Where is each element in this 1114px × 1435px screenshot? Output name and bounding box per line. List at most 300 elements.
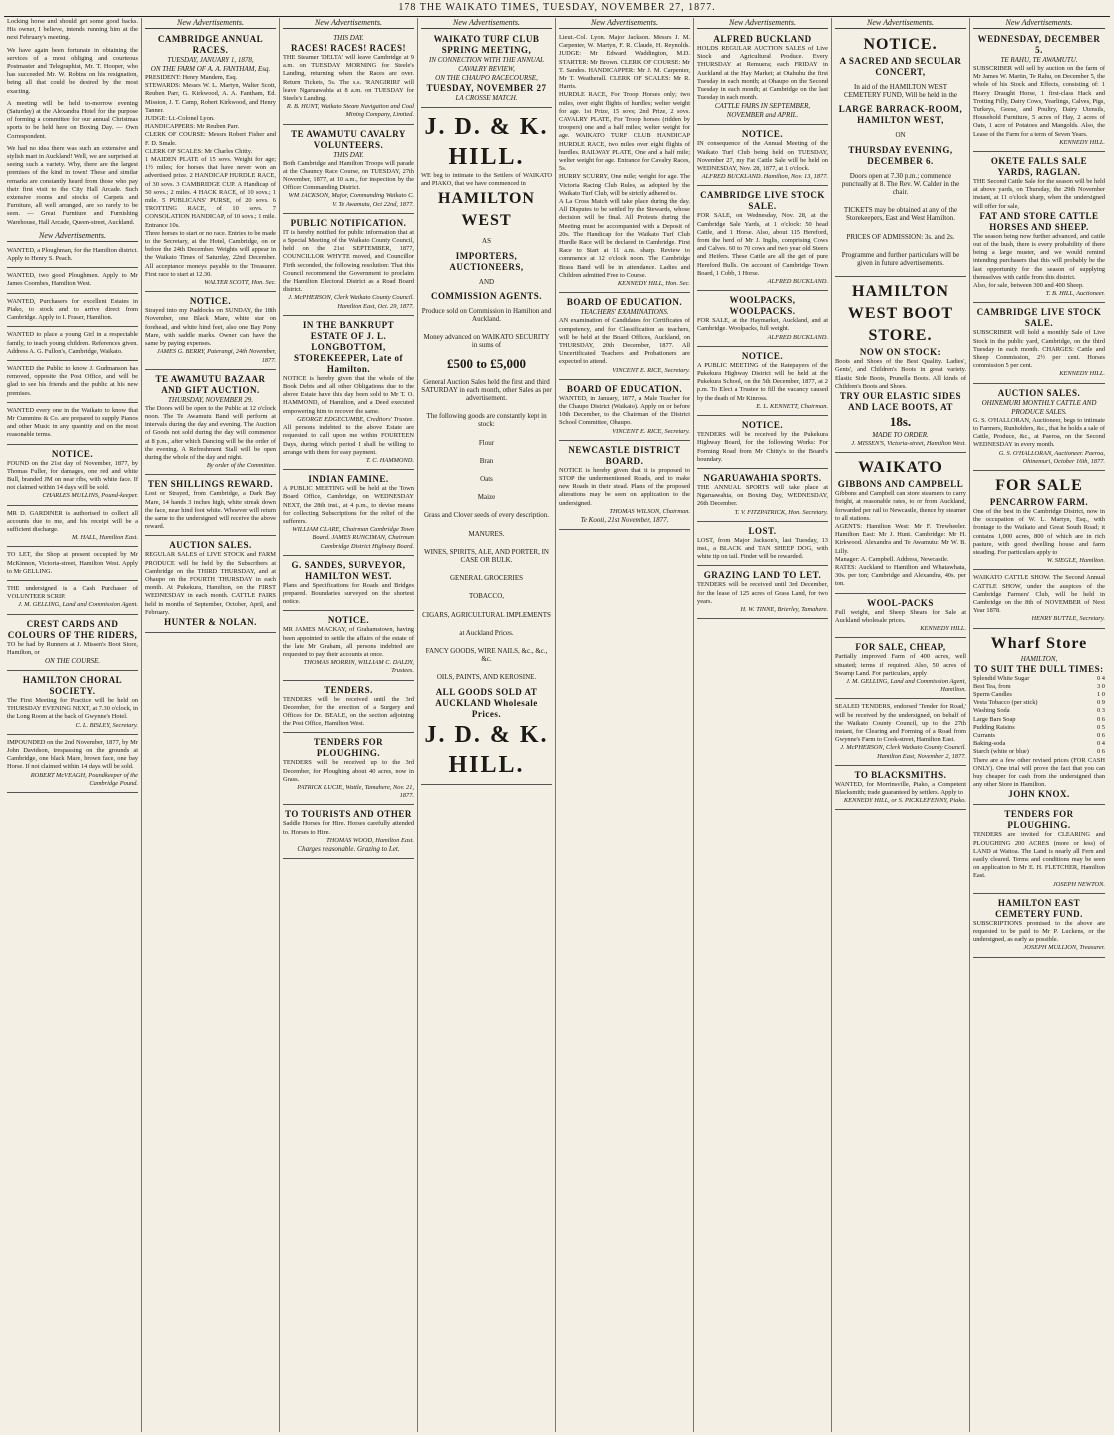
ad-title: BOARD OF EDUCATION. (566, 383, 683, 394)
ad-title: OKETE FALLS SALE YARDS, RAGLAN. (990, 156, 1088, 178)
ad-judge: JUDGE: Lt.-Colonel Lyon. (145, 115, 215, 123)
price-item: Pudding Raisins (973, 723, 1015, 731)
ad-title: FOR SALE (995, 476, 1083, 494)
ad-footer: Charges reasonable. Grazing to Let. (297, 845, 400, 853)
ad-signature: KENNEDY HILL. (920, 625, 966, 633)
price-value: 1 0 (1097, 690, 1105, 698)
price-row (973, 740, 1105, 748)
news-paragraph: We had no idea there was such an extensive and stylish mart in Auckland! Well, we are surprised at seeing such a variety. Why, there are the largest premises of the kind in town! These and similar remarks are constantly heard from those who pay their first visit to the City Hall Arcade. Such extensive rooms and stocks of Carpets and Furniture, all well arranged, are so rarely to be seen. — Great Furniture and Furnishing Warehouse, Hall Arcade, Queen-street, Auckland. (7, 144, 138, 226)
ad-body: FOR SALE, at the Haymarket, Auckland, and at Cambridge. Woolpacks, full weight. (697, 317, 828, 333)
gibbons-campbell-ad (835, 455, 966, 593)
ad-signature: VINCENT E. RICE, Secretary. (612, 366, 690, 374)
ad-line: TICKETS may be obtained at any of the Storekeepers, East and West Hamilton. (843, 206, 958, 223)
ad-title: WOOL-PACKS (867, 597, 934, 608)
price-row (973, 724, 1105, 732)
price-value: 0 5 (1097, 723, 1105, 731)
ad-signature: WM JACKSON, Major, Commanding Waikato C. V. Te Awamutu, Oct 22nd, 1877. (288, 192, 414, 208)
goods-item: OILS, PAINTS, AND KEROSINE. (436, 673, 537, 682)
ratepayers-notice (697, 349, 828, 416)
column-1 (4, 18, 142, 1432)
wool-packs-ad (835, 596, 966, 639)
ad-body: SUBSCRIBER will sell by auction on the farm of Mr James W. Martin, Te Rahu, on December 5, the whole of his Stock and Effects, consisting of: 1 Heavy Draught Horse, 1 first-class Hack and Trotting Filly, Dairy Cows, Yearlings, Calves, Pigs, Turkeys, Geese, and Poultry, Dairy Utensils, Household Furniture, 5 acres of Hay, 2 acres of Oats, 1 acre of Potatoes and Mangolds. Also, the Lease of the Farm for a term of Seven Years. (973, 65, 1105, 138)
ad-body: NOTICE is hereby given that the whole of the Book Debts and all other Obligations due to the above Estate have this day been sold to Mr T. O. HAMMOND, of Hamilton, and a Deed executed empowering him to recover the same. (283, 374, 414, 415)
ad-subtitle: CATTLE FAIRS IN SEPTEMBER, NOVEMBER and APRIL. (714, 102, 811, 120)
ad-body: FOR SALE, on Wednesday, Nov. 28, at the Cambridge Sale Yards, at 1 o'clock: 50 head Cattle, and 1 Horse. Also, about 115 Hereford, from the herd of Mr J. Inglis, comprising Cows and Calves. 60 to 70 cows and two year old Steers and Heifers. These Cattle are all the get of pure Hereford Bulls. On account of Cambridge Town Board, 1 Cobb, 1 Horse. (697, 212, 828, 277)
ad-date: THURSDAY, NOVEMBER 29. (168, 395, 253, 404)
firm-name-heading: J. D. & K. HILL. (424, 114, 549, 170)
ad-scales: CLERK OF SCALES: Mr Charles Chitty. (145, 147, 253, 155)
ad-subtitle: IN CONNECTION WITH THE ANNUAL CAVALRY REVIEW, (428, 56, 544, 73)
pencarrow-farm-ad (973, 473, 1105, 570)
ad-body: WANTED, in January, 1877, a Male Teacher for the Chaupo District (Waikato). Apply on or before 10th December, to the Chairman of the District School Committee, Ohaupo. (559, 394, 690, 427)
ad-body: REGULAR SALES of LIVE STOCK and FARM PRODUCE will be held by the Subscribers at Cambridge on the THIRD THURSDAY, and at Ohaupo on the FOURTH THURSDAY in each month. At Pukekura, Hamilton, on the FIRST WEDNESDAY in each month. CATTLE FAIRS held in months of September, October, April, and February. (145, 551, 276, 616)
ad-body: SUBSCRIBER will hold a monthly Sale of Live Stock in the public yard, Cambridge, on the third Tuesday in each month. CHARGES: Cattle and Sheep Commission, 2½ per cent. Horses commission 5 per cent. (973, 329, 1105, 370)
classified-ad: WANTED every one in the Waikato to know that Mr Cummins & Co. are prepared to supply Pianos and other Music in any quantity and on the most reasonable terms. (7, 405, 138, 445)
boot-store-ad (835, 279, 966, 453)
ad-line: General Auction Sales held the first and third SATURDAY in each month, other Sales as per advertisement. (421, 377, 552, 403)
ad-subtitle: GIBBONS AND CAMPBELL (837, 479, 964, 490)
ad-signature: JOSEPH MULLION, Treasurer. (1023, 944, 1105, 952)
price-row (973, 732, 1105, 740)
ad-body: G. S. O'HALLORAN, Auctioneer, begs to intimate to Farmers, Runholders, &c., that he holds a sale of Cattle, Produce, &c., at Paeroa, on the Second WEDNESDAY in every month. (973, 416, 1105, 449)
ad-title: TENDERS FOR PLOUGHING. (313, 737, 384, 759)
ad-title: CAMBRIDGE LIVE STOCK SALE. (700, 190, 825, 212)
ad-signature: CHARLES MULLINS, Pound-keeper. (42, 492, 138, 500)
ad-manager: Manager: A. Campbell. Address, Newcastle. (835, 555, 949, 563)
ad-title: TO BLACKSMITHS. (854, 769, 947, 780)
price-item: Washing Soda (973, 707, 1010, 715)
ad-body: TENDERS will be received until 3rd December, for the lease of 125 acres of Grass Land, for two years. (697, 581, 828, 605)
ad-title: FOR SALE, CHEAP, (855, 642, 946, 653)
ad-place: ON THE FARM OF A. A. FANTHAM, Esq. (150, 65, 271, 73)
ad-title: NOTICE. (51, 448, 94, 459)
ad-subtitle: FAT AND STORE CATTLE HORSES AND SHEEP. (979, 210, 1099, 232)
ad-body: WE beg to intimate to the Settlers of WAIKATO and PIAKO, that we have commenced in (421, 172, 552, 188)
cambridge-stock-sale-ad (697, 188, 828, 291)
ad-body: TENDERS are invited for CLEARING and PLOUGHING 200 ACRES (more or less) of LAND at Waitoa. The Land is nearly all Fern and easily cleared. Terms and conditions may be seen on application to Mr E. H. FLETCHER, Hamilton East. (973, 831, 1105, 880)
ad-signature: J. MISSEN'S, Victoria-street, Hamilton West. (851, 440, 966, 448)
ad-signature: PATRICK LUCIE, Wattle, Tamahere, Nov. 21, 1877. (297, 783, 414, 800)
race-program: 1 MAIDEN PLATE of 15 sovs. Weight for age; 1½ miles; for horses that have never won an advertised prize. 2 HANDICAP HURDLE RACE, of 30 sovs. 3 CAMBRIDGE CUP. A Handicap of 50 sovs.; 2 miles. 4 HACK RACE, of 10 sovs.; 1 mile. 5 PUBLICANS' PURSE, of 20 sovs. 6 TROTTING RACE, of 10 sovs. 7 CONSOLATION HANDICAP, of 10 sovs.; 1 mile. Entrance 10s. (145, 156, 276, 229)
ad-body: Partially improved Farm of 400 acres, well situated; terms if required. Also, 50 acres of Swamp Land. For particulars, apply (835, 653, 966, 677)
ad-title: G. SANDES, SURVEYOR, HAMILTON WEST. (291, 559, 406, 581)
news-paragraph: We have again been fortunate in obtaining the services of a most obliging and courteous Postmaster and Telegraphist, Mr. T. Hooper, who has succeeded Mr. W. Robins on his resignation, being all that could be desired by the most exacting. (7, 46, 138, 95)
tenders-ad (283, 683, 414, 734)
notice-ad (7, 447, 138, 506)
ad-body: Gibbons and Campbell can store steamers to carry freight, at reasonable rates, to or from Auckland, forwarded per rail to Newcastle, thence by steamer to all stations. (835, 490, 966, 522)
column-6 (694, 18, 832, 1432)
ad-title: A SACRED AND SECULAR CONCERT, (839, 56, 962, 77)
ad-date: TUESDAY, JANUARY 1, 1878, (167, 56, 254, 64)
ad-signature: THOMAS WOOD, Hamilton East. (326, 836, 414, 844)
ad-signature: M. HALL, Hamilton East. (71, 534, 138, 542)
public-notification-ad (283, 216, 414, 316)
woolpacks-ad (697, 293, 828, 347)
goods-item: Flour (478, 438, 495, 447)
price-row (973, 675, 1105, 683)
ad-signature: VINCENT E. RICE, Secretary. (612, 427, 690, 435)
classified-ad: WANTED, two good Ploughmen. Apply to Mr James Coombes, Hamilton West. (7, 270, 138, 293)
ad-line: Produce sold on Commission in Hamilton and Auckland. (421, 306, 552, 324)
price-value: 0 9 (1097, 699, 1105, 707)
grazing-ad (697, 568, 828, 619)
goods-item: TOBACCO, (468, 592, 505, 601)
ad-title: BOARD OF EDUCATION. (566, 297, 683, 308)
ad-title: TE AWAMUTU CAVALRY VOLUNTEERS. (291, 128, 406, 150)
race-officials-ad (559, 32, 690, 293)
ad-subtitle: THIS DAY. (333, 34, 364, 42)
ad-line: IMPORTERS, AUCTIONEERS, (449, 250, 524, 272)
ad-title: WAIKATO TURF CLUB SPRING MEETING, (433, 34, 540, 55)
ad-subtitle: LA CROSSE MATCH. (455, 94, 518, 102)
ad-title: TEN SHILLINGS REWARD. (147, 479, 274, 490)
column-5 (556, 18, 694, 1432)
ad-title: IN THE BANKRUPT ESTATE OF J. L. LONGBOTTOM, STOREKEEPER, Late of Hamilton. (293, 319, 404, 374)
ad-body: A La Cross Match will take place during the day. All Disputes to be settled by the Stewards, whose decision will be final. All Protests during the Meeting must be accompanied with a Deposit of 20s. The Handicap for the Waikato Turf Club Hurdle Race will be declared in Cambridge. First Race to Start at 11 a.m. sharp. Review to commence at 12 o'clock noon. The Cambridge Brass Band will be in attendance. Ladies and Children admitted Free to Course. (559, 198, 690, 279)
goods-item: Maize (477, 493, 496, 502)
ad-body: WAIKATO CATTLE SHOW. The Second Annual CATTLE SHOW, under the auspices of the Cambridge Farmers' Club, will be held in Cambridge on the 8th of NOVEMBER of Next Year 1878. (973, 574, 1105, 615)
ad-body: HOLDS REGULAR AUCTION SALES of Live Stock and Agricultural Produce. Every THURSDAY at Remuera; each FRIDAY in Auckland at the Hay Market; at Otahuhu the first Tuesday in each month; at Ohaupo on the Second Tuesday in each month; at Cambridge on the last Tuesday in each month. (697, 45, 828, 102)
ad-signature: THOMAS WILSON, Chairman. (609, 507, 690, 515)
ad-subtitle: THIS DAY. (333, 150, 364, 159)
ad-signature: R. B. HUNT, Waikato Steam Navigation and Coal Mining Company, Limited. (286, 103, 414, 119)
ad-body: TENDERS will be received by the Pukekura Highway Board, for the following Works: For Forming Road from Mr Chitty's to the Board's boundary. (697, 431, 828, 463)
cattle-show-ad (973, 572, 1105, 628)
ad-body: IMPOUNDED on the 2nd November, 1877, by Mr John Davidson, trespassing on the grounds at Cambridge, one black Mare, brown face, one bay Horse. If not claimed within 14 days will be sold. (7, 738, 138, 771)
ad-title: CREST CARDS AND COLOURS OF THE RIDERS, (7, 618, 138, 640)
goods-item: Grass and Clover seeds of every description. (424, 511, 549, 520)
teacher-wanted-ad (559, 382, 690, 441)
ad-body: FOUND on the 21st day of November, 1877, by Thomas Fuller, for damages, one red and white Bull, branded JM on near ribs, with white face. If not claimed within 14 days will be sold. (7, 459, 138, 492)
auction-sales-ad (145, 538, 276, 633)
ad-body: Both Cambridge and Hamilton Troops will parade at the Chauncy Race Course, on TUESDAY, 27th November, 1877, at 10 a.m., for inspection by the Officer Commanding District. (283, 159, 414, 192)
section-heading: New Advertisements. (559, 18, 690, 29)
ad-title: NGARUAWAHIA SPORTS. (703, 472, 822, 483)
ad-body: NOTICE is hereby given that it is proposed to STOP the undermentioned Roads, and to make new Roads in their stead. Plans of the proposed alterations may be seen on application to the undersigned. (559, 466, 690, 507)
hill-firm-ad (421, 110, 552, 785)
ad-body: IN consequence of the Annual Meeting of the Waikato Turf Club being held on TUESDAY, November 27, my Fat Cattle Sale will be held on WEDNESDAY, Nov. 28, 1877, at 1 o'clock. (697, 140, 828, 173)
price-item: Large Bars Soap (973, 715, 1016, 723)
ad-subtitle: OHINEMURI MONTHLY CATTLE AND PRODUCE SALES. (981, 398, 1097, 416)
ad-title: INDIAN FAMINE. (308, 474, 389, 485)
ad-body: MR D. GARDINER is authorised to collect all accounts due to me, and his receipt will be a sufficient discharge. (7, 509, 138, 533)
cambridge-livestock-ad (973, 305, 1105, 383)
columns (4, 18, 1110, 1432)
ad-body: Lost or Strayed, from Cambridge, a Dark Bay Mare, 14 hands 3 inches high, white streak down the face, near hind foot white. Whoever will return the same to the undersigned will receive the above reward. (145, 490, 276, 531)
ad-signature: GEORGE EDGECUMBE, Creditors' Trustee. (296, 415, 414, 423)
ad-title: TENDERS FOR PLOUGHING. (1004, 809, 1074, 831)
te-rahu-sale-ad (973, 32, 1105, 152)
ad-title: AUCTION SALES. (997, 387, 1081, 398)
ad-title: TE AWAMUTU BAZAAR AND GIFT AUCTION. (155, 373, 266, 395)
price-row (973, 691, 1105, 699)
race-rules: Three horses to start or no race. Entries to be made to the Secretary, at the Hotel, Cambridge, on or before the 24th December. Weights will appear in the Waikato Times of Saturday, 22nd December. All acceptance moneys payable to the Treasurer. First race to start at 12.30. (145, 229, 276, 278)
price-value: 3 0 (1097, 682, 1105, 690)
goods-item: FANCY GOODS, WIRE NAILS, &c., &c., &c. (425, 647, 548, 664)
ad-handicappers: HANDICAPPERS: Mr Reuben Parr. (145, 123, 240, 131)
impounded-ad (7, 737, 138, 793)
ad-line: The following goods are constantly kept in stock: (426, 412, 547, 429)
ad-title: WOOLPACKS, WOOLPACKS. (729, 295, 796, 317)
ad-signature: JOHN KNOX. (1008, 789, 1070, 800)
goods-item: Bran (479, 456, 494, 465)
education-board-ad (559, 295, 690, 379)
steamer-ad (283, 32, 414, 125)
ad-signature: WALTER SCOTT, Hon. Sec. (204, 279, 276, 287)
column-7 (832, 18, 970, 1432)
cambridge-races-ad (145, 32, 276, 292)
ad-signature: T. V. FITZPATRICK, Hon. Secretary. (734, 508, 828, 516)
goods-item: WINES, SPIRITS, ALE, AND PORTER, IN CASE OR BULK. (423, 547, 549, 565)
ad-title: LOST. (748, 525, 777, 536)
price-item: Best Tea, from (973, 682, 1011, 690)
ad-line: AS (482, 237, 491, 246)
ad-rates: RATES: Auckland to Hamilton and Whatawhata, 30s. per ton; Cambridge and Alexandra, 40s. per ton. (835, 564, 966, 588)
surveyor-ad (283, 558, 414, 612)
cemetery-fund-ad (973, 896, 1105, 958)
section-heading: New Advertisements. (283, 18, 414, 29)
masthead-rule (4, 16, 1110, 17)
ad-date: THURSDAY EVENING, DECEMBER 6. (848, 144, 953, 166)
ad-footer: Te Kooti, 21st November, 1877. (580, 515, 669, 524)
price-value: 0 6 (1097, 715, 1105, 723)
ad-body: The First Meeting for Practice will be held on THURSDAY EVENING NEXT, at 7.30 o'clock, in the Long Room at the back of Gwynne's Hotel. (7, 696, 138, 721)
goods-item: Oats (480, 475, 493, 484)
ad-signature: ROBERT McVEAGH, Poundkeeper of the Cambridge Pound. (30, 771, 138, 787)
ad-title: HAMILTON WEST BOOT STORE. (847, 283, 954, 345)
ad-body: Also, for sale, between 300 and 400 Sheep. (973, 282, 1084, 290)
ad-body: All persons indebted to the above Estate are requested to call upon me within FOURTEEN Days, during which period I shall be willing to arrange with them for easy payment. (283, 424, 414, 456)
blacksmith-ad (835, 768, 966, 811)
ad-signature: JAMES G. BERRY, Paterangi, 24th November, 1877. (156, 348, 276, 364)
ploughing-tenders-ad (973, 807, 1105, 893)
concert-ad (835, 32, 966, 277)
ad-body: Plans and Specifications for Roads and Bridges prepared. Boundaries surveyed on the shortest notice. (283, 581, 414, 606)
ad-signature: KENNEDY HILL. (1059, 138, 1105, 146)
price-row (973, 683, 1105, 691)
ad-title: CAMBRIDGE LIVE STOCK SALE. (976, 307, 1102, 329)
sports-ad (697, 471, 828, 522)
farm-for-sale-ad (835, 640, 966, 699)
ad-body: LOST, from Major Jackson's, last Tuesday, 13 inst., a BLACK and TAN SHEEP DOG, with white tip on tail. Finder will be rewarded. (697, 536, 828, 561)
ad-body: TENDERS will be received until the 3rd December, for the erection of a Surgery and Offices for Dr. BEALE, on the section adjoining the Post Office, Hamilton West. (283, 695, 414, 728)
price-value: 0 6 (1097, 731, 1105, 739)
ad-signature: J. McPHERSON, Clerk Waikato County Council. Hamilton East, November 2, 1877. (840, 744, 966, 760)
ad-body: IT is hereby notified for public information that at a Special Meeting of the Waikato County Council, held on the 21st SEPTEMBER, 1877, COUNCILLOR WHYTE moved, and Councillor Firth seconded, the following resolution: That this Council recommend the Government to proclaim the Hamilton Electoral District as a Road Board district. (283, 228, 414, 294)
ad-line: COMMISSION AGENTS. (430, 290, 543, 301)
ad-body: TO be had by Runners at J. Missen's Boot Store, Hamilton, or (7, 640, 138, 656)
section-heading: New Advertisements. (145, 18, 276, 29)
ad-subtitle: NOW ON STOCK: (859, 347, 942, 358)
ad-president: PRESIDENT: Henry Mandem, Esq. (145, 74, 238, 81)
ad-date: WEDNESDAY, DECEMBER 5. (977, 34, 1101, 55)
ad-stewards: STEWARDS: Messrs W. L. Martyn, Walter Scott, Reuben Parr, G. Kirkwood, A. A. Fantham, Ed. Mission, J. T. Camp, Robert Kirkwood, and Henry Tanner. (145, 82, 276, 114)
ad-title: NOTICE. (741, 350, 784, 361)
ad-subtitle: PENCARROW FARM. (989, 496, 1089, 507)
classified-ad: WANTED, a Ploughman, for the Hamilton district. Apply to Henry S. Peach. (7, 245, 138, 268)
ad-title: NEWCASTLE DISTRICT BOARD. (568, 444, 681, 466)
ad-body: HURDLE RACE, For Troop Horses only; two miles, over eight flights of hurdles; welter weight for age. 1st Prize, 15 sovs; 2nd Prize, 2 sovs. CAVALRY PLATE, For Troop horses (ridden by troopers) one and a half miles; welter weight for age. WAIKATO TURF CLUB HANDICAP HURDLE RACE, two miles over eight flights of hurdles. RAILWAY PLATE, One and a half mile; welter weight for age. Entrance for Cavalry Races, 5s. (559, 91, 690, 173)
okete-falls-ad (973, 154, 1105, 303)
price-row (973, 707, 1105, 715)
ad-signature: HENRY BUTTLE, Secretary. (1031, 615, 1105, 623)
price-value: 0 4 (1097, 674, 1105, 682)
ad-signature: J. M. GELLING, Land and Commission Agent. (18, 601, 138, 609)
ad-body: Lieut.-Col. Lyon. Major Jackson. Messrs J. M. Carpenter, W. Martyn, F. R. Claude, H. Reynolds. JUDGE: Mr Edward Waddington, M.D. STARTER: Mr Brown. CLERK OF COURSE: Mr T. Sandes. HANDICAPPER: Mr J. M. Carpenter, Mr T. Weatherall. CLERK OF SCALES: Mr R. Harris. (559, 34, 690, 91)
strayed-notice-ad (145, 294, 276, 369)
price-item: Currants (973, 731, 996, 739)
crest-cards-ad (7, 617, 138, 671)
ad-line: Programme and further particulars will be given in future advertisements. (841, 250, 960, 268)
price-item: Splendid White Sugar (973, 674, 1030, 682)
ad-body: THE Second Cattle Sale for the season will be held at above yards, on Thursday, the 29th November instant, at 11 o'clock sharp, when the undersigned will offer for sale, (973, 178, 1105, 210)
mackay-notice-ad (283, 613, 414, 680)
goods-item: CIGARS, AGRICULTURAL IMPLEMENTS (422, 610, 551, 619)
ad-line: MADE TO ORDER. (872, 431, 929, 440)
news-paragraph: A meeting will be held to-morrow evening (Saturday) at the Alexandra Hotel for the purpose of forming a committee for our annual Christmas sports to be held here on Boxing Day. — Own Correspondent. (7, 99, 138, 140)
ad-signature: WILLIAM CLARE, Chairman Cambridge Town Board. JAMES RUNCIMAN, Chairman Cambridge District Highway Board. (292, 526, 414, 550)
ad-body: Boots and Shoes of the Best Quality. Ladies', Gents', and Children's Boots in great variety. Elastic Side Boots, Prunella Boots. All kinds of Children's Boots and Shoes. (835, 358, 966, 390)
goods-item: MANURES. (468, 529, 505, 538)
classified-ad: WANTED the Public to know J. Gudmanson has removed, opposite the Post Office, and will be glad to see his friends and the public at his new premises. (7, 363, 138, 403)
column-4 (418, 18, 556, 1432)
ad-title: WAIKATO (858, 459, 943, 477)
ad-place: HAMILTON, (1020, 654, 1058, 663)
section-heading: New Advertisements. (7, 231, 138, 242)
ad-signature: KENNEDY HILL. (1059, 370, 1105, 378)
ad-title: AUCTION SALES. (169, 540, 252, 551)
ploughing-ad (283, 735, 414, 805)
ad-body: HURRY SCURRY, One mile; weight for age. The Victoria Racing Club Rules, as adopted by the Waikato Turf Club, will be strictly adhered to. (559, 173, 690, 197)
choral-society-ad (7, 673, 138, 735)
ad-title: NOTICE. (741, 129, 784, 140)
ad-body: Full weight, and Sheep Shears for Sale at Auckland wholesale prices. (835, 608, 966, 624)
scrip-ad (7, 583, 138, 615)
ad-body: The Doors will be open to the Public at 12 o'clock noon. The Te Awamutu Band will perform at intervals during the day and evening. The Auction of Goods not sold during the day will commence at 8 p.m., after which Dancing will be the order of the evening. A Refreshment Stall will be open during the whole of the day and night. (145, 404, 276, 461)
ad-body: A PUBLIC MEETING will be held at the Town Board Office, Cambridge, on WEDNESDAY NEXT, the 28th inst., at 4 p.m., to devise means for collecting Subscriptions for the relief of the sufferers. (283, 485, 414, 525)
ad-signature: By order of the Committee. (206, 462, 276, 470)
ad-signature: KENNEDY HILL, Hon. Sec. (617, 280, 690, 288)
section-heading: New Advertisements. (973, 18, 1105, 29)
gardiner-ad (7, 508, 138, 548)
ad-line: ON (895, 131, 906, 140)
ad-clerk: CLERK OF COURSE: Messrs Robert Fisher and F. D. Smale. (145, 131, 276, 147)
firm-name-footer: J. D. & K. HILL. (424, 721, 549, 778)
ad-venue: LARGE BARRACK-ROOM, HAMILTON WEST, (838, 104, 963, 126)
ad-body: A PUBLIC MEETING of the Ratepayers of the Pukekura Highway District will be held at the Pukekura School, on the 5th December, 1877, at 2 p.m. To Elect a Trustee to fill the vacancy caused by the death of Mr Kinross. (697, 361, 828, 402)
ad-title: TO TOURISTS AND OTHER (285, 809, 412, 820)
price-value: 0 3 (1097, 707, 1105, 715)
ad-signature: C. L. BISLEY, Secretary. (75, 721, 138, 729)
ad-body: THE undersigned is a Cash Purchaser of VOLUNTEER SCRIP. (7, 584, 138, 601)
ad-signature: T. B. HILL, Auctioneer. (1045, 290, 1105, 298)
ad-title: TENDERS. (324, 684, 373, 695)
ad-signature: W. SIEGLE, Hamilton. (1046, 557, 1105, 565)
boot-price: 18s. (889, 414, 912, 430)
ad-body: THE ANNUAL SPORTS will take place at Ngaruawahia, on Boxing Day, WEDNESDAY, 26th December. (697, 483, 828, 508)
tourists-ad (283, 807, 414, 859)
ad-body: TENDERS will be received up to the 3rd December, for Ploughing about 40 acres, now in Grass. (283, 759, 414, 783)
price-item: Vesta Tobacco (per stick) (973, 699, 1038, 707)
lost-dog-ad (697, 524, 828, 567)
wharf-store-ad (973, 631, 1105, 806)
to-let-ad: TO LET, the Shop at present occupied by Mr McKinnon, Victoria-street, Hamilton West. Apply to Mr GELLING. (7, 549, 138, 581)
ad-body: SUBSCRIPTIONS promised to the above are requested to be paid to Mr P. Luckens, or the undersigned, as early as possible. (973, 919, 1105, 944)
ad-body: SEALED TENDERS, endorsed 'Tender for Road,' will be received by the undersigned, on behalf of the Waikato County Council, up to the 27th instant, for Clearing and Forming of a Road from Gwynne's Farm to Cook-street, Hamilton East. (835, 703, 966, 744)
section-heading: New Advertisements. (835, 18, 966, 29)
ad-date: TUESDAY, NOVEMBER 27 (426, 83, 547, 93)
price-row (973, 699, 1105, 707)
column-3 (280, 18, 418, 1432)
goods-item: at Auckland Prices. (459, 628, 514, 637)
ad-town: HAMILTON WEST (438, 190, 535, 230)
ad-subtitle: ON THE COURSE. (44, 656, 101, 665)
ad-signature: E. L. KENNETT, Chairman. (756, 402, 828, 410)
page-masthead: 178 THE WAIKATO TIMES, TUESDAY, NOVEMBER 27, 1877. (398, 2, 716, 13)
goods-item: GENERAL GROCERIES (449, 574, 524, 583)
ad-line: TRY OUR ELASTIC SIDES AND LACE BOOTS, AT (839, 391, 962, 413)
ad-signature: ALFRED BUCKLAND. (767, 333, 828, 341)
ad-title: NOTICE. (863, 36, 938, 53)
ad-title: GRAZING LAND TO LET. (703, 570, 822, 581)
ad-body: One of the best in the Cambridge District, now in the occupation of W. L. Martyn, Esq., with frontage to the Waikato and Great South Road; it contains 1,000 acres, 800 of which are in rich pasture, with good dwelling house and farm steading. For particulars apply to (973, 507, 1105, 556)
tenders-notice (697, 418, 828, 469)
sale-change-notice (697, 127, 828, 186)
ad-signature: ALFRED BUCKLAND. Hamilton, Nov. 13, 1877. (701, 173, 828, 181)
ad-signature: ALFRED BUCKLAND. (767, 278, 828, 286)
ad-signature: T. C. HAMMOND. (366, 456, 414, 464)
ad-line: Money advanced on WAIKATO SECURITY in sums of (423, 333, 550, 350)
ad-body: Strayed into my Paddocks on SUNDAY, the 18th November, one Black Mare, white star on forehead, and white hind feet, also one Bay Pony Mare, with saddle marks. Owner can have the same by paying expenses. (145, 307, 276, 348)
ad-closing: ALL GOODS SOLD AT AUCKLAND Wholesale Prices. (435, 686, 538, 719)
ad-body: WANTED, for Morrinsville, Piako, a Competent Blacksmith; trade guaranteed by settlers. Apply to (835, 780, 966, 796)
ad-place: ON THE CHAUPO RACECOURSE, (435, 74, 538, 82)
bankrupt-estate-ad (283, 318, 414, 470)
price-item: Sperm Candles (973, 690, 1012, 698)
ad-title: NOTICE. (189, 296, 232, 307)
ad-subtitle: TEACHERS' EXAMINATIONS. (580, 308, 669, 317)
ad-body: THE Steamer 'DELTA' will leave Cambridge at 9 a.m. on TUESDAY MORNING for Steele's Landing, returning when the Races are over. Return Tickets, 5s. The s.s. 'RANGIRIRI' will leave Ngaruawahia at 8 a.m. on TUESDAY for Steele's Landing. (283, 54, 414, 103)
price-item: Baking-soda (973, 740, 1006, 748)
ad-signature: J. McPHERSON, Clerk Waikato County Council. Hamilton East, Oct. 29, 1877. (288, 294, 414, 310)
ad-agents: AGENTS: Hamilton West: Mr F. Trewheeler. Hamilton East: Mr J. Hunt. Cambridge: Mr H. Kirkwood. Alexandra and Te Awamutu: Mr W. B. Lilly. (835, 523, 966, 555)
price-row (973, 716, 1105, 724)
ad-body: The season being now further advanced, and cattle out of the bush, there is every probability of there being a large muster, and we would remind intending purchasers that this will probably be the last opportunity for the season of supplying themselves with cattle from this district. (973, 232, 1105, 281)
ad-signature: THOMAS MORRIN, WILLIAM C. DALDY, Trustees. (303, 659, 414, 675)
ad-body: Saddle Horses for Hire. Horses carefully attended to. Horses to Hire. (283, 820, 414, 836)
ad-signature: H. W. TINNE, Brierley, Tamahere. (740, 605, 828, 613)
ad-place: TE RAHU, TE AWAMUTU. (1000, 56, 1078, 64)
ad-subtitle: TO SUIT THE DULL TIMES: (974, 663, 1104, 674)
ad-title: NOTICE. (741, 420, 784, 431)
ad-title: Wharf Store (990, 634, 1088, 652)
bazaar-ad (145, 372, 276, 476)
road-tenders-ad (835, 701, 966, 765)
ad-title: PUBLIC NOTIFICATION. (290, 217, 407, 228)
ad-line: AND (478, 277, 495, 286)
ad-title: RACES! RACES! RACES! (290, 43, 406, 53)
ad-body: AN examination of Candidates for Certificates of competency, and for Classification as teachers, will be held at the Board Offices, Auckland, on THURSDAY, 20th December, 1877. All Uncertificated Teachers and Probationers are expected to attend. (559, 317, 690, 366)
price-item: Starch (white or blue) (973, 748, 1029, 756)
ad-line: Doors open at 7.30 p.m.; commence punctually at 8. The Rev. W. Calder in the chair. (841, 171, 960, 197)
column-2 (142, 18, 280, 1432)
ad-title: HAMILTON CHORAL SOCIETY. (22, 674, 123, 696)
reward-ad (145, 477, 276, 536)
price-value: 0 6 (1097, 748, 1105, 756)
news-paragraph: Locking horse and should get some good backs. His owner, I believe, intends running him at the next February's meeting. (7, 18, 138, 42)
column-8 (970, 18, 1108, 1432)
buckland-ad (697, 32, 828, 125)
